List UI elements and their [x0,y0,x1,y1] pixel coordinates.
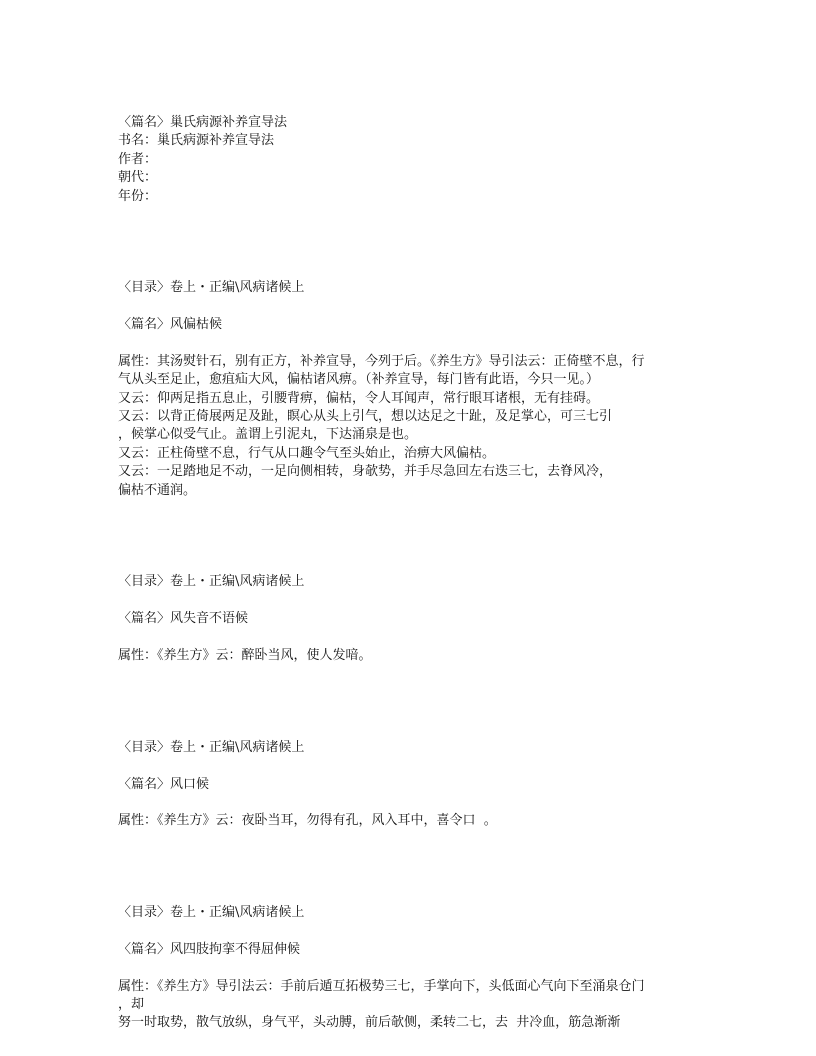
book-name: 书名：巢氏病源补养宣导法 [118,133,275,149]
chapter-title: 〈篇名〉风失音不语候 [118,611,249,627]
chapter-title: 〈篇名〉风四肢拘挛不得屈伸候 [118,941,301,957]
body-line: 又云：以背正倚展两足及趾，瞑心从头上引气，想以达足之十趾，及足掌心，可三七引 [118,409,613,425]
chapter-title: 〈篇名〉风偏枯候 [118,317,223,333]
body-line: 属性：《养生方》导引法云：手前后遁互拓极势三七，手掌向下，头低面心气向下至涌泉仓门 [118,978,645,994]
body-line: 属性：《养生方》云：夜卧当耳，勿得有孔，风入耳中，喜令口 。 [118,813,497,829]
body-line: 属性：《养生方》云：醉卧当风，使人发喑。 [118,647,372,663]
body-line: 努一时取势，散气放纵，身气平，头动膊，前后欹侧，柔转二七，去 井冷血，筋急渐渐 [118,1015,621,1031]
chapter-title: 〈篇名〉风口候 [118,776,210,792]
catalog-line: 〈目录〉卷上・正编\风病诸候上 [118,905,305,921]
body-line: 属性：其汤熨针石，别有正方，补养宣导，今列于后。《养生方》导引法云：正倚壁不息，行 [118,353,645,369]
body-line: 偏枯不通润。 [118,482,197,498]
body-line: 又云：仰两足指五息止，引腰背痹，偏枯，令人耳闻声，常行眼耳诸根，无有挂碍。 [118,390,600,406]
dynasty: 朝代： [118,170,158,186]
body-line: ，候掌心似受气止。盖谓上引泥丸，下达涌泉是也。 [118,427,418,443]
catalog-line: 〈目录〉卷上・正编\风病诸候上 [118,739,305,755]
body-line: 又云：一足踏地足不动，一足向侧相转，身欹势，并手尽急回左右迭三七，去脊风冷， [118,464,613,480]
header-title: 〈篇名〉巢氏病源补养宣导法 [118,115,288,130]
author: 作者： [118,151,158,167]
year: 年份： [118,188,158,204]
body-line: 又云：正柱倚壁不息，行气从口趣令气至头始止，治痹大风偏枯。 [118,445,496,461]
catalog-line: 〈目录〉卷上・正编\风病诸候上 [118,574,305,590]
catalog-line: 〈目录〉卷上・正编\风病诸候上 [118,280,305,296]
document-page [118,114,718,1033]
body-line: ，却 [118,997,145,1013]
body-line: 气从头至足止，愈疽疝大风，偏枯诸风痹。（补养宣导，每门皆有此语，今只一见。） [118,372,600,388]
